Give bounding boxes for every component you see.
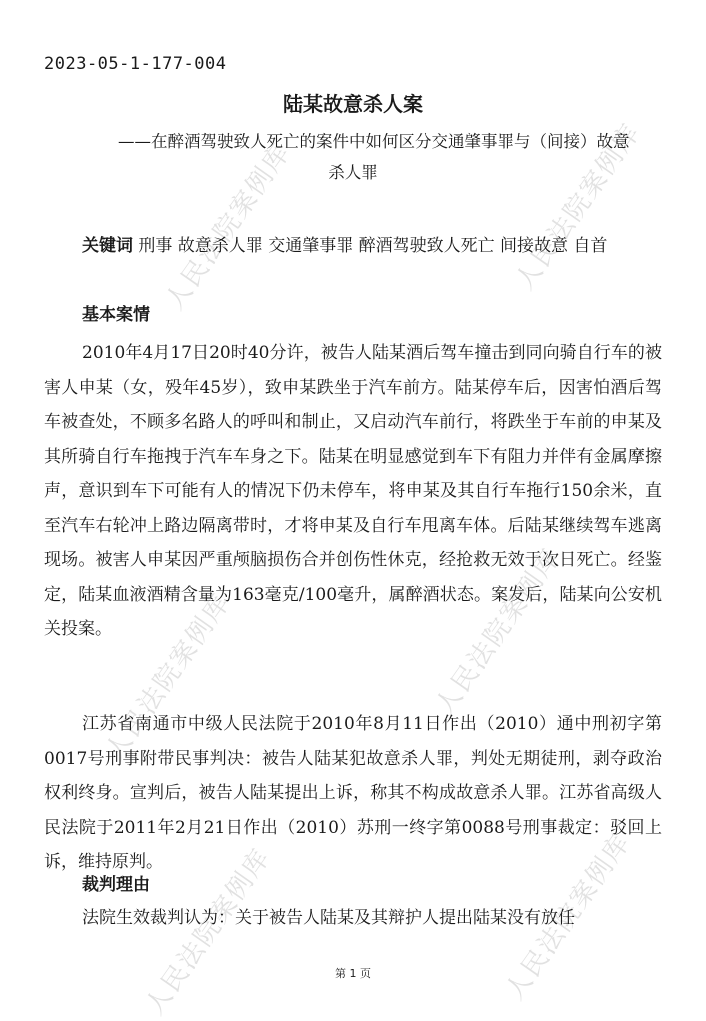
paragraph-reasoning: 法院生效裁判认为：关于被告人陆某及其辩护人提出陆某没有放任 bbox=[82, 908, 575, 928]
section-heading-basic-facts: 基本案情 bbox=[82, 305, 150, 325]
document-title: 陆某故意杀人案 bbox=[283, 92, 423, 116]
document-subtitle: ——在醉酒驾驶致人死亡的案件中如何区分交通肇事罪与（间接）故意 bbox=[118, 132, 630, 151]
watermark: 人民法院案例库 bbox=[499, 827, 637, 1006]
section-heading-reasoning: 裁判理由 bbox=[82, 875, 150, 895]
paragraph-judgment: 江苏省南通市中级人民法院于2010年8月11日作出（2010）通中刑初字第0017号刑事附带民事判决：被告人陆某犯故意杀人罪，判处无期徒刑，剥夺政治权利终身。宣判后，被告人陆某提出上诉，称其不构成故意杀人罪。江苏省高级人民法院于2011年2月21日作出（2010）苏刑一终字第0088号刑事裁定：驳回上诉，维持原判。 bbox=[44, 714, 662, 872]
keywords-line bbox=[44, 229, 664, 263]
keywords-text: 刑事 故意杀人罪 交通肇事罪 醉酒驾驶致人死亡 间接故意 自首 bbox=[133, 236, 608, 256]
page-number: 第 1 页 bbox=[335, 967, 371, 980]
case-number: 2023-05-1-177-004 bbox=[44, 54, 227, 74]
document-subtitle-continued: 杀人罪 bbox=[328, 163, 378, 182]
keywords-label: 关键词 bbox=[82, 236, 133, 256]
paragraph-facts: 2010年4月17日20时40分许，被告人陆某酒后驾车撞击到同向骑自行车的被害人申某（女，殁年45岁），致申某跌坐于汽车前方。陆某停车后，因害怕酒后驾车被查处，不顾多名路人的呼叫和制止，又启动汽车前行，将跌坐于车前的申某及其所骑自行车拖拽于汽车车身之下。陆某在明显感觉到车下有阻力并伴有金属摩擦声，意识到车下可能有人的情况下仍未停车，将申某及其自行车拖行150余米，直至汽车右轮冲上路边隔离带时，才将申某及自行车甩离车体。后陆某继续驾车逃离现场。被害人申某因严重颅脑损伤合并创伤性休克，经抢救无效于次日死亡。经鉴定，陆某血液酒精含量为163毫克/100毫升，属醉酒状态。案发后，陆某向公安机关投案。 bbox=[44, 343, 662, 639]
watermark: 人民法院案例库 bbox=[139, 842, 277, 1021]
watermark: 人民法院案例库 bbox=[159, 137, 297, 316]
watermark: 人民法院案例库 bbox=[429, 542, 567, 721]
watermark: 人民法院案例库 bbox=[99, 587, 237, 766]
watermark: 人民法院案例库 bbox=[509, 117, 647, 296]
